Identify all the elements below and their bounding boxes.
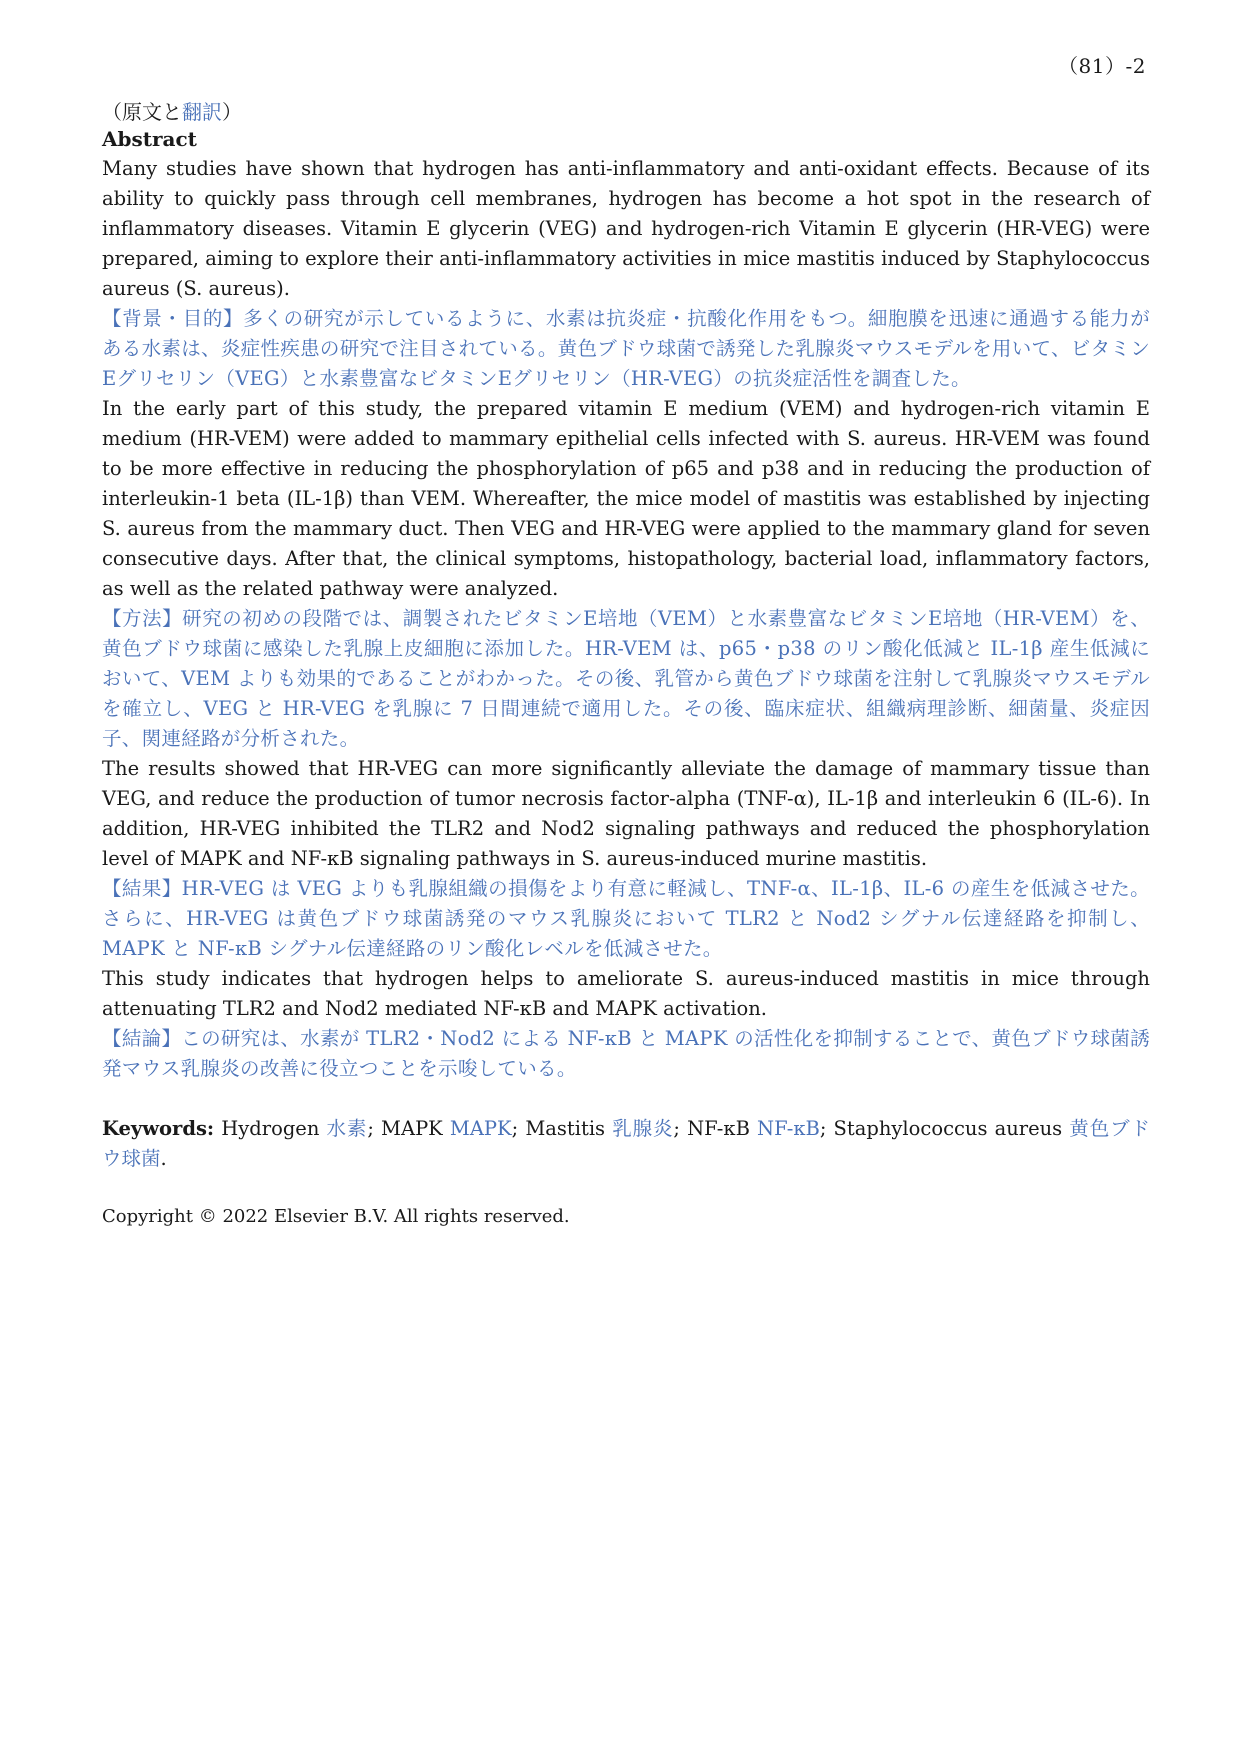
page-number: （81）-2 (1058, 54, 1146, 78)
keyword-en: NF-κB (687, 1117, 750, 1140)
keyword-en: Staphylococcus aureus (833, 1117, 1063, 1140)
abstract-section (102, 124, 1150, 1230)
abstract-title: Abstract (102, 127, 197, 151)
methods-jp: 【方法】研究の初めの段階では、調製されたビタミンE培地（VEM）と水素豊富なビタミンE培地（HR-VEM）を、黄色ブドウ球菌に感染した乳腺上皮細胞に添加した。HR-VEM は、p65・p38 のリン酸化低減と IL-1β 産生低減において、VEM よりも効果的であることがわかった。その後、乳管から黄色ブドウ球菌を注射して乳腺炎マウスモデルを確立し、VEG と HR-VEG を乳腺に 7 日間連続で適用した。その後、臨床症状、組織病理診断、細菌量、炎症因子、関連経路が分析された。 (102, 607, 1150, 750)
background-jp: 【背景・目的】多くの研究が示しているように、水素は抗炎症・抗酸化作用をもつ。細胞膜を迅速に通過する能力がある水素は、炎症性疾患の研究で注目されている。黄色ブドウ球菌で誘発した乳腺炎マウスモデルを用いて、ビタミンEグリセリン（VEG）と水素豊富なビタミンEグリセリン（HR-VEG）の抗炎症活性を調査した。 (102, 307, 1150, 390)
keyword-jp: MAPK (449, 1117, 512, 1140)
original-and-translation-header (102, 96, 242, 125)
keyword-separator: . (160, 1147, 167, 1170)
copyright-notice: Copyright © 2022 Elsevier B.V. All rights reserved. (102, 1206, 570, 1227)
results-en: The results showed that HR-VEG can more significantly alleviate the damage of mammary tissue than VEG, and reduce the production of tumor necrosis factor-alpha (TNF-α), IL-1β and interleukin 6 (IL-6). In addition, HR-VEG inhibited the TLR2 and Nod2 signaling pathways and reduced the phosphorylation level of MAPK and NF-κB signaling pathways in S. aureus-induced murine mastitis. (102, 757, 1150, 870)
methods-en: In the early part of this study, the prepared vitamin E medium (VEM) and hydrogen-rich vitamin E medium (HR-VEM) were added to mammary epithelial cells infected with S. aureus. HR-VEM was found to be more effective in reducing the phosphorylation of p65 and p38 and in reducing the production of interleukin-1 beta (IL-1β) than VEM. Whereafter, the mice model of mastitis was established by injecting S. aureus from the mammary duct. Then VEG and HR-VEG were applied to the mammary gland for seven consecutive days. After that, the clinical symptoms, histopathology, bacterial load, inflammatory factors, as well as the related pathway were analyzed. (102, 397, 1150, 600)
header-open-paren: （ (102, 100, 122, 124)
background-en: Many studies have shown that hydrogen has anti-inflammatory and anti-oxidant effects. Because of its ability to quickly pass through cell membranes, hydrogen has become a hot spot in the research of inflammatory diseases. Vitamin E glycerin (VEG) and hydrogen-rich Vitamin E glycerin (HR-VEG) were prepared, aiming to explore their anti-inflammatory activities in mice mastitis induced by Staphylococcus aureus (S. aureus). (102, 157, 1150, 300)
keyword-separator: ; (673, 1117, 680, 1140)
header-original-label: 原文と (122, 100, 182, 124)
keyword-separator: ; (511, 1117, 519, 1140)
keyword-en: Mastitis (525, 1117, 606, 1140)
header-close-paren: ） (222, 100, 242, 124)
conclusion-en: This study indicates that hydrogen helps to ameliorate S. aureus-induced mastitis in mice through attenuating TLR2 and Nod2 mediated NF-κB and MAPK activation. (102, 967, 1150, 1020)
keyword-en: MAPK (381, 1117, 443, 1140)
keyword-jp: 黄色ブドウ球菌 (102, 1117, 1151, 1170)
keyword-jp: 水素 (326, 1117, 368, 1140)
keywords (102, 1114, 1150, 1174)
conclusion-jp: 【結論】この研究は、水素が TLR2・Nod2 による NF-κB と MAPK の活性化を抑制することで、黄色ブドウ球菌誘発マウス乳腺炎の改善に役立つことを示唆している。 (102, 1027, 1150, 1080)
header-translation-label: 翻訳 (182, 100, 222, 124)
keyword-jp: NF-κB (757, 1117, 820, 1140)
keywords-label: Keywords: (102, 1117, 215, 1140)
results-jp: 【結果】HR-VEG は VEG よりも乳腺組織の損傷をより有意に軽減し、TNF-α、IL-1β、IL-6 の産生を低減させた。さらに、HR-VEG は黄色ブドウ球菌誘発のマウス乳腺炎において TLR2 と Nod2 シグナル伝達経路を抑制し、MAPK と NF-κB シグナル伝達経路のリン酸化レベルを低減させた。 (102, 877, 1150, 960)
keyword-jp: 乳腺炎 (612, 1117, 674, 1140)
keyword-separator: ; (819, 1117, 827, 1140)
keyword-separator: ; (367, 1117, 374, 1140)
keyword-en: Hydrogen (221, 1117, 320, 1140)
